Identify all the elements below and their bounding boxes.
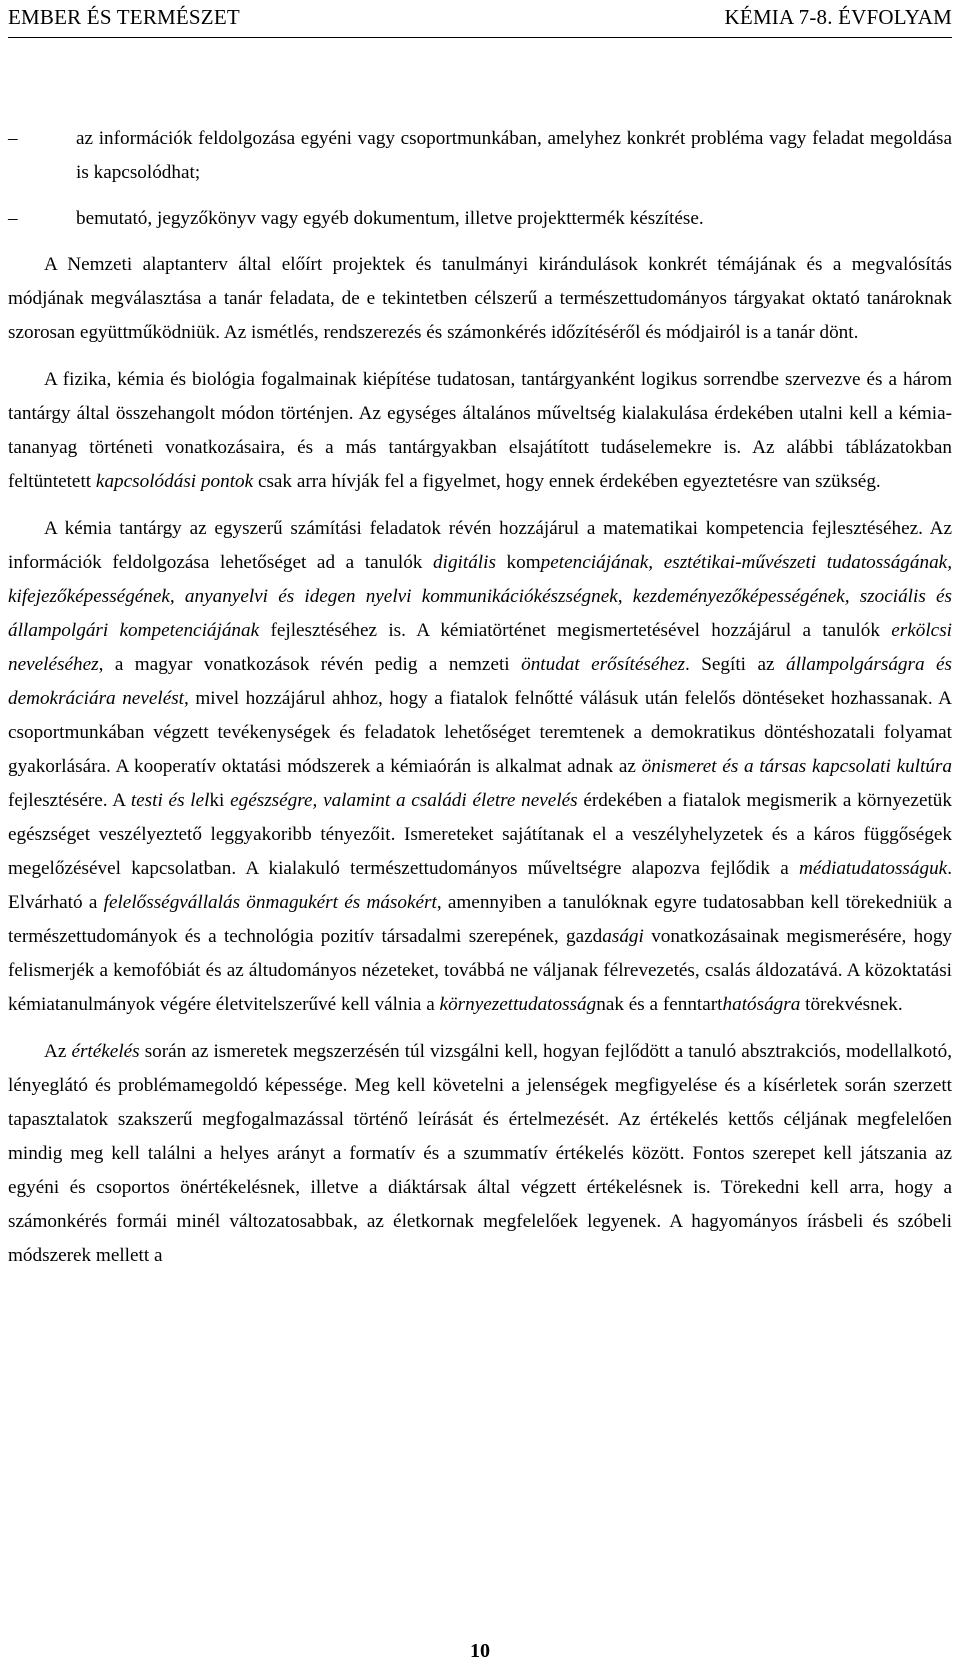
- text-run: vonatkozásainak megismerésére, hogy felismerjék a kemofóbiát és az áltudományos nézeteket, továbbá ne váljanak félrevezetés, csalás áldozatává. A közoktatási kémiatanulmányok végére életvitelszerűvé kell válnia a: [8, 926, 953, 1015]
- bullet-dash: –: [8, 208, 18, 229]
- text-run: A fizika, kémia és biológia fogalmainak kiépítése tudatosan, tantárgyanként logikus sorrendbe szervezve és a három tantárgy által összehangolt módon történjen. Az egységes általános műveltség kialakulása érdekében utalni kell a kémia-tananyag történeti vonatkozásaira, és a más tantárgyakban elsajátított tudáselemekre is. Az alábbi táblázatokban feltüntetett: [8, 369, 952, 492]
- emphasis: környezettudatosság: [439, 994, 597, 1015]
- bullet-item: [8, 122, 952, 190]
- paragraph-projects: A Nemzeti alaptanterv által előírt projektek és tanulmányi kirándulások konkrét témájának és a megvalósítás módjának megválasztása a tanár feladata, de e tekintetben célszerű a természettudományos tárgyakat oktató tanároknak szorosan együttműködniük. Az ismétlés, rendszerezés és számonkérés időzítéséről és módjairól is a tanár dönt.: [8, 254, 952, 343]
- text-run: törekvésnek.: [800, 994, 903, 1015]
- emphasis: petenciájának, esztétikai-művészeti tudatosságának, kifejezőképességének, anyanyelvi és idegen nyelvi kommunikációkészségnek, kezdeményezőképességének, szociális és állampolgári kompetenciájának: [8, 552, 952, 641]
- emphasis: kapcsolódási pontok: [95, 471, 254, 492]
- emphasis: önismeret és a társas kapcsolati kultúra: [641, 756, 952, 777]
- bullet-dash: –: [8, 128, 18, 149]
- paragraph-integration: [8, 363, 952, 499]
- bullet-text: bemutató, jegyzőkönyv vagy egyéb dokumentum, illetve projekttermék készítése.: [76, 208, 704, 229]
- text-run: . Elvárható a: [8, 858, 952, 913]
- emphasis: testi és lel: [130, 790, 210, 811]
- emphasis: digitális: [433, 552, 496, 573]
- header-left-title: EMBER ÉS TERMÉSZET: [8, 5, 240, 29]
- text-run: nak és a fenntart: [596, 994, 723, 1015]
- text-run: csak arra hívják fel a figyelmet, hogy ennek érdekében egyeztetésre van szükség.: [253, 471, 881, 492]
- emphasis: állampolgárságra és demokráciára nevelést: [8, 654, 953, 709]
- text-run: ki: [209, 790, 231, 811]
- emphasis: felelősségvállalás önmagukért és másokért: [103, 892, 437, 913]
- header-rule: [8, 37, 952, 38]
- bullet-item: [8, 202, 952, 236]
- header-right-title: KÉMIA 7-8. ÉVFOLYAM: [724, 5, 952, 29]
- emphasis: hatóságra: [722, 994, 801, 1015]
- page-body: [8, 122, 952, 1273]
- emphasis: asági: [602, 926, 644, 947]
- text-run: fejlesztéséhez is. A kémiatörténet megismertetésével hozzájárul a tanulók: [259, 620, 892, 641]
- emphasis: erkölcsi neveléséhez: [8, 620, 952, 675]
- text-run: A kémia tantárgy az egyszerű számítási feladatok révén hozzájárul a matematikai kompetencia fejlesztéséhez. Az információk feldolgozása lehetőséget ad a tanulók: [8, 518, 952, 573]
- emphasis: médiatudatosságuk: [799, 858, 948, 879]
- paragraph-evaluation: [8, 1035, 952, 1273]
- text-run: kom: [495, 552, 541, 573]
- text-run: során az ismeretek megszerzésén túl vizsgálni kell, hogyan fejlődött a tanuló absztrakciós, modellalkotó, lényeglátó és problémamegoldó képessége. Meg kell követelni a jelenségek megfigyelése és a kísérletek során szerzett tapasztalatok szakszerű megfogalmazással történő leírását és értelmezését. Az értékelés kettős céljának megfelelően mindig meg kell találni a helyes arányt a formatív és a szummatív értékelés között. Fontos szerepet kell játszania az egyéni és csoportos önértékelésnek, illetve a diáktársak által végzett értékelésnek is. Törekedni kell arra, hogy a számonkérés formái minél változatosabbak, az életkornak megfelelőek legyenek. A hagyományos írásbeli és szóbeli módszerek mellett a: [8, 1041, 952, 1266]
- emphasis: öntudat erősítéséhez: [521, 654, 685, 675]
- page-header: [8, 0, 952, 38]
- emphasis: egészségre, valamint a családi életre nevelés: [230, 790, 578, 811]
- text-run: , mivel hozzájárul ahhoz, hogy a fiatalok felnőtté válásuk után felelős döntéseket hozhassanak. A csoportmunkában végzett tevékenységek és feladatok lehetőséget teremtenek a demokratikus döntéshozatali folyamat gyakorlására. A kooperatív oktatási módszerek a kémiaórán is alkalmat adnak az: [8, 688, 952, 777]
- text-run: érdekében a fiatalok megismerik a környezetük egészséget veszélyeztető leggyakoribb tényezőit. Ismereteket sajátítanak el a veszélyhelyzetek és a káros függőségek megelőzésével kapcsolatban. A kialakuló természettudományos műveltségre alapozva fejlődik a: [8, 790, 952, 879]
- text-run: , amennyiben a tanulóknak egyre tudatosabban kell törekedniük a természettudományok és a technológia pozitív társadalmi szerepének, gazd: [8, 892, 952, 947]
- bullet-text: az információk feldolgozása egyéni vagy csoportmunkában, amelyhez konkrét probléma vagy feladat megoldása is kapcsolódhat;: [76, 128, 952, 183]
- page-number: 10: [470, 1640, 490, 1662]
- text-run: . Segíti az: [684, 654, 786, 675]
- text-run: Az: [44, 1041, 72, 1062]
- paragraph-competencies: [8, 512, 952, 1022]
- emphasis: értékelés: [71, 1041, 140, 1062]
- text-run: , a magyar vonatkozások révén pedig a nemzeti: [98, 654, 522, 675]
- text-run: fejlesztésére. A: [8, 790, 131, 811]
